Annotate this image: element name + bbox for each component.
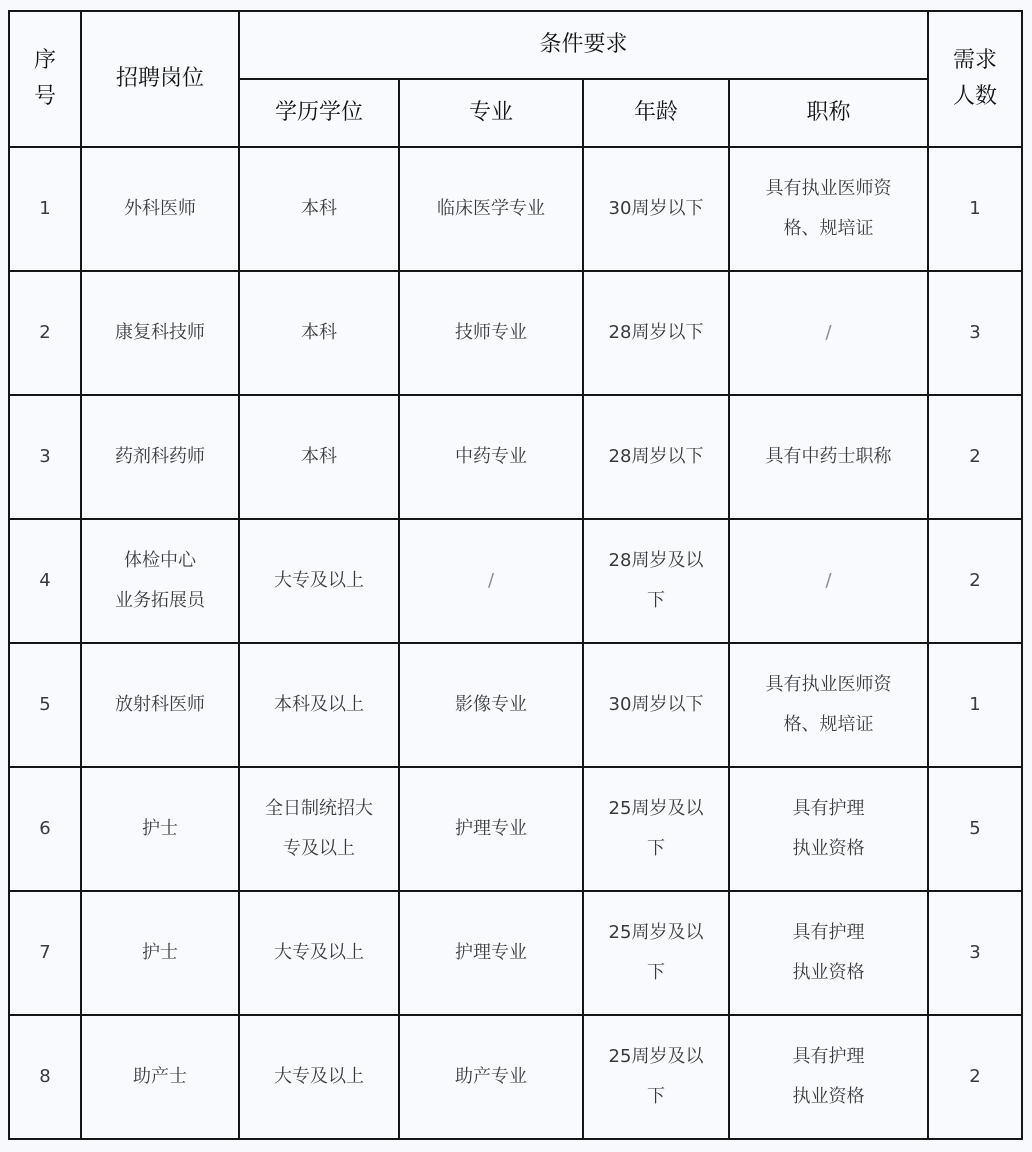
cell-seq: 4 <box>9 519 81 643</box>
cell-education <box>239 767 399 891</box>
cell-education <box>239 147 399 271</box>
cell-title-line: 格、规培证 <box>783 218 874 239</box>
cell-seq: 8 <box>9 1015 81 1139</box>
cell-position-line: 业务拓展员 <box>115 590 205 611</box>
cell-title-line: 具有护理 <box>792 1046 865 1067</box>
cell-major-line: / <box>487 570 495 591</box>
table-row <box>9 891 1022 1015</box>
cell-age <box>583 271 729 395</box>
cell-education-line: 本科 <box>301 446 337 467</box>
cell-count: 3 <box>928 891 1022 1015</box>
cell-count: 1 <box>928 147 1022 271</box>
cell-age-line: 28周岁以下 <box>608 446 704 467</box>
cell-education <box>239 1015 399 1139</box>
cell-major-line: 临床医学专业 <box>437 198 545 219</box>
cell-seq: 2 <box>9 271 81 395</box>
cell-age-line: 25周岁及以 <box>608 1046 704 1067</box>
cell-position <box>81 271 239 395</box>
cell-age-line: 25周岁及以 <box>608 922 704 943</box>
header-count-line-1: 需求 <box>953 48 998 73</box>
cell-age-line: 下 <box>647 962 665 983</box>
cell-education-line: 本科及以上 <box>274 694 364 715</box>
cell-title-line: 具有中药士职称 <box>765 446 892 467</box>
table-row <box>9 643 1022 767</box>
cell-title-line: 具有护理 <box>792 798 865 819</box>
cell-title <box>729 767 928 891</box>
header-requirements: 条件要求 <box>239 11 928 79</box>
cell-title <box>729 271 928 395</box>
cell-count: 2 <box>928 1015 1022 1139</box>
cell-age-line: 25周岁及以 <box>608 798 704 819</box>
cell-major <box>399 891 583 1015</box>
cell-age-line: 28周岁及以 <box>608 550 704 571</box>
cell-education-line: 全日制统招大 <box>265 798 373 819</box>
cell-title-line: 具有执业医师资 <box>765 674 892 695</box>
table-header <box>9 11 1022 147</box>
cell-age <box>583 767 729 891</box>
cell-title <box>729 147 928 271</box>
cell-position <box>81 767 239 891</box>
cell-seq: 7 <box>9 891 81 1015</box>
cell-position <box>81 395 239 519</box>
cell-position-line: 外科医师 <box>124 198 196 219</box>
cell-position-line: 护士 <box>142 942 178 963</box>
cell-count: 1 <box>928 643 1022 767</box>
cell-education-line: 本科 <box>301 198 337 219</box>
cell-age <box>583 1015 729 1139</box>
cell-position-line: 体检中心 <box>124 550 196 571</box>
table-row <box>9 1015 1022 1139</box>
cell-age-line: 下 <box>647 838 665 859</box>
cell-position-line: 康复科技师 <box>115 322 205 343</box>
header-seq-line-1: 序 <box>33 48 56 73</box>
cell-major <box>399 147 583 271</box>
cell-education <box>239 519 399 643</box>
cell-major <box>399 643 583 767</box>
cell-age <box>583 147 729 271</box>
cell-major <box>399 519 583 643</box>
cell-position <box>81 519 239 643</box>
cell-education-line: 本科 <box>301 322 337 343</box>
header-count <box>928 11 1022 147</box>
cell-age-line: 下 <box>647 1086 665 1107</box>
cell-education <box>239 891 399 1015</box>
cell-position-line: 护士 <box>142 818 178 839</box>
cell-count: 2 <box>928 395 1022 519</box>
cell-title-line: 执业资格 <box>792 962 865 983</box>
cell-major-line: 助产专业 <box>455 1066 527 1087</box>
cell-title <box>729 1015 928 1139</box>
cell-age-line: 30周岁以下 <box>608 198 704 219</box>
cell-age <box>583 395 729 519</box>
cell-age-line: 28周岁以下 <box>608 322 704 343</box>
cell-title-line: 执业资格 <box>792 1086 865 1107</box>
cell-title <box>729 643 928 767</box>
cell-count: 3 <box>928 271 1022 395</box>
cell-age-line: 30周岁以下 <box>608 694 704 715</box>
table-row <box>9 519 1022 643</box>
cell-position-line: 放射科医师 <box>115 694 205 715</box>
cell-title-line: 格、规培证 <box>783 714 874 735</box>
cell-age-line: 下 <box>647 590 665 611</box>
cell-major <box>399 395 583 519</box>
cell-education <box>239 271 399 395</box>
cell-major-line: 护理专业 <box>455 942 527 963</box>
cell-title <box>729 395 928 519</box>
table-row <box>9 395 1022 519</box>
table-row <box>9 767 1022 891</box>
cell-education-line: 大专及以上 <box>274 942 364 963</box>
cell-title-line: / <box>825 570 832 591</box>
cell-age <box>583 519 729 643</box>
cell-seq: 3 <box>9 395 81 519</box>
cell-major <box>399 767 583 891</box>
header-age: 年龄 <box>583 79 729 147</box>
cell-title <box>729 519 928 643</box>
cell-major-line: 影像专业 <box>455 694 527 715</box>
cell-major-line: 护理专业 <box>455 818 527 839</box>
cell-position <box>81 1015 239 1139</box>
table-row <box>9 147 1022 271</box>
cell-major-line: 技师专业 <box>455 322 527 343</box>
cell-major-line: 中药专业 <box>455 446 527 467</box>
cell-title-line: 具有执业医师资 <box>765 178 892 199</box>
cell-title <box>729 891 928 1015</box>
header-position: 招聘岗位 <box>81 11 239 147</box>
cell-count: 2 <box>928 519 1022 643</box>
table-row <box>9 271 1022 395</box>
cell-position <box>81 891 239 1015</box>
cell-education-line: 专及以上 <box>283 838 355 859</box>
cell-education <box>239 643 399 767</box>
cell-title-line: / <box>825 322 832 343</box>
cell-position-line: 药剂科药师 <box>115 446 205 467</box>
cell-age <box>583 891 729 1015</box>
header-major: 专业 <box>399 79 583 147</box>
cell-seq: 5 <box>9 643 81 767</box>
cell-seq: 1 <box>9 147 81 271</box>
cell-position <box>81 147 239 271</box>
cell-age <box>583 643 729 767</box>
cell-education <box>239 395 399 519</box>
cell-major <box>399 271 583 395</box>
cell-education-line: 大专及以上 <box>274 1066 364 1087</box>
cell-title-line: 具有护理 <box>792 922 865 943</box>
header-seq-line-2: 号 <box>33 84 56 109</box>
table-body <box>9 147 1022 1139</box>
cell-major <box>399 1015 583 1139</box>
cell-position <box>81 643 239 767</box>
recruitment-table <box>8 10 1023 1140</box>
cell-count: 5 <box>928 767 1022 891</box>
header-count-line-2: 人数 <box>953 84 998 109</box>
cell-title-line: 执业资格 <box>792 838 865 859</box>
cell-education-line: 大专及以上 <box>274 570 364 591</box>
header-title: 职称 <box>729 79 928 147</box>
header-seq <box>9 11 81 147</box>
cell-seq: 6 <box>9 767 81 891</box>
header-education: 学历学位 <box>239 79 399 147</box>
cell-position-line: 助产士 <box>133 1066 187 1087</box>
